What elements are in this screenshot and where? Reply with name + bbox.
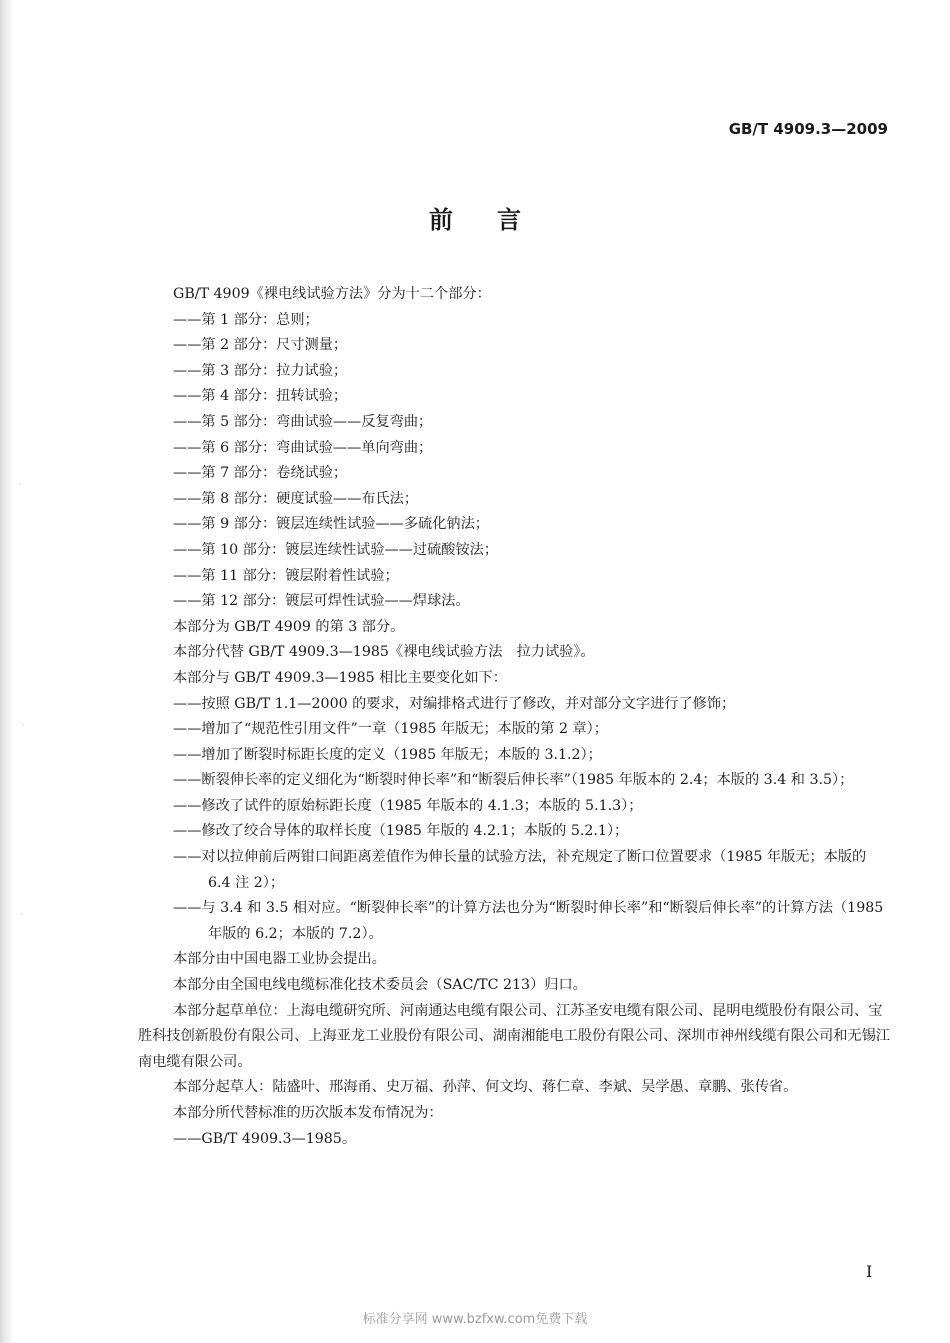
- paragraph: 本部分代替 GB/T 4909.3—1985《裸电线试验方法 拉力试验》。: [173, 644, 595, 661]
- list-item: ——第 9 部分：镀层连续性试验——多硫化钠法；: [173, 516, 489, 533]
- paragraph: 本部分由全国电线电缆标准化技术委员会（SAC/TC 213）归口。: [173, 977, 587, 994]
- scan-speck: ·: [20, 910, 24, 921]
- paragraph: 本部分为 GB/T 4909 的第 3 部分。: [173, 618, 405, 635]
- paragraph: 本部分由中国电器工业协会提出。: [173, 951, 386, 968]
- list-item: ——增加了“规范性引用文件”一章（1985 年版无；本版的第 2 章）；: [173, 721, 608, 738]
- list-item: ——修改了绞合导体的取样长度（1985 年版的 4.2.1；本版的 5.2.1）；: [173, 823, 629, 840]
- list-item: ——第 4 部分：扭转试验；: [173, 388, 348, 405]
- list-item: ——第 8 部分：硬度试验——布氏法；: [173, 490, 419, 507]
- paragraph: 本部分起草单位：上海电缆研究所、河南通达电缆有限公司、江苏圣安电缆有限公司、昆明电缆股份有限公司、宝胜科技创新股份有限公司、上海亚龙工业股份有限公司、湖南湘能电工股份有限公司、深圳市神州线缆有限公司和无锡江南电缆有限公司。: [138, 1002, 890, 1070]
- paragraph: 本部分所代替标准的历次版本发布情况为：: [173, 1105, 443, 1121]
- list-item: ——与 3.4 和 3.5 相对应。“断裂伸长率”的计算方法也分为“断裂时伸长率”和“断裂后伸长率”的计算方法（1985 年版的 6.2；本版的 7.2）。: [173, 900, 884, 942]
- list-item: ——修改了试件的原始标距长度（1985 年版本的 4.1.3；本版的 5.1.3）；: [173, 797, 643, 814]
- paragraph: 本部分与 GB/T 4909.3—1985 相比主要变化如下：: [173, 669, 507, 686]
- paragraph: 本部分起草人：陆盛叶、邢海甬、史万福、孙萍、何文均、蒋仁章、李斌、吴学愚、章鹏、张传省。: [173, 1079, 798, 1096]
- scan-speck: ·: [22, 720, 26, 731]
- page-number: I: [866, 1262, 873, 1281]
- list-item: ——断裂伸长率的定义细化为“断裂时伸长率”和“断裂后伸长率”（1985 年版本的 2.4；本版的 3.4 和 3.5）；: [173, 772, 854, 789]
- list-item: ——第 7 部分：卷绕试验；: [173, 465, 348, 482]
- standard-number: GB/T 4909.3—2009: [728, 120, 888, 138]
- list-item: ——第 10 部分：镀层连续性试验——过硫酸铵法；: [173, 541, 499, 558]
- paragraph: GB/T 4909《裸电线试验方法》分为十二个部分：: [173, 286, 491, 302]
- list-item: ——第 3 部分：拉力试验；: [173, 362, 348, 379]
- list-item: ——GB/T 4909.3—1985。: [173, 1130, 357, 1147]
- list-item: ——第 11 部分：镀层附着性试验；: [173, 567, 399, 584]
- scan-speck: ·: [18, 480, 22, 491]
- list-item: ——对以拉伸前后两钳口间距离差值作为伸长量的试验方法，补充规定了断口位置要求（1985 年版无；本版的 6.4 注 2）；: [173, 849, 867, 891]
- list-item: ——第 2 部分：尺寸测量；: [173, 337, 348, 354]
- list-item: ——第 12 部分：镀层可焊性试验——焊球法。: [173, 593, 470, 610]
- page-title: 前言: [429, 206, 565, 234]
- list-item: ——第 5 部分：弯曲试验——反复弯曲；: [173, 413, 433, 430]
- foreword-body: [138, 282, 890, 1152]
- list-item: ——增加了断裂时标距长度的定义（1985 年版无；本版的 3.1.2）；: [173, 746, 602, 763]
- list-item: ——第 1 部分：总则；: [173, 311, 319, 328]
- list-item: ——第 6 部分：弯曲试验——单向弯曲；: [173, 439, 433, 456]
- footer-watermark: 标准分享网 www.bzfxw.com免费下载: [362, 1312, 588, 1327]
- list-item: ——按照 GB/T 1.1—2000 的要求，对编排格式进行了修改，并对部分文字进行了修饰；: [173, 695, 736, 712]
